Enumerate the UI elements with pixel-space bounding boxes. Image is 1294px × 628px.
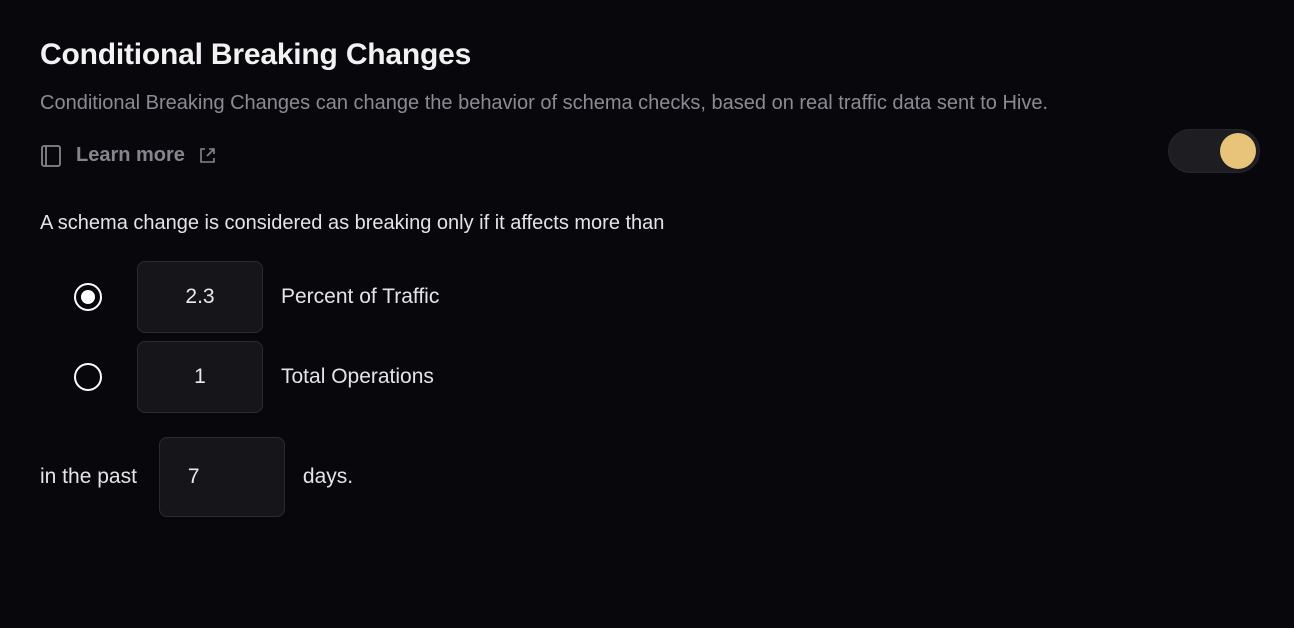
timeframe-lead-label: in the past (40, 464, 137, 488)
option-row-total-operations (40, 337, 1254, 417)
learn-more-link[interactable] (40, 144, 216, 168)
timeframe-row (40, 437, 1254, 517)
timeframe-days-input[interactable]: 7 (159, 437, 285, 517)
toggle-knob (1220, 133, 1256, 169)
percent-of-traffic-label: Percent of Traffic (281, 284, 440, 308)
book-icon (40, 144, 62, 168)
page-title: Conditional Breaking Changes (40, 38, 472, 71)
option-row-percent-of-traffic (40, 257, 1254, 337)
total-operations-label: Total Operations (281, 364, 434, 388)
section-description: Conditional Breaking Changes can change the behavior of schema checks, based on real traffic data sent to Hive. (40, 91, 1049, 114)
total-operations-input[interactable]: 1 (137, 341, 263, 413)
radio-total-operations[interactable] (74, 363, 102, 391)
radio-percent-of-traffic[interactable] (74, 283, 102, 311)
external-link-icon (199, 147, 216, 164)
condition-intro-text: A schema change is considered as breaking only if it affects more than (40, 211, 665, 234)
timeframe-trail-label: days. (302, 464, 354, 488)
percent-of-traffic-input[interactable]: 2.3 (137, 261, 263, 333)
learn-more-label: Learn more (76, 144, 185, 166)
condition-options (40, 257, 1254, 417)
conditional-breaking-changes-toggle[interactable] (1168, 129, 1260, 173)
